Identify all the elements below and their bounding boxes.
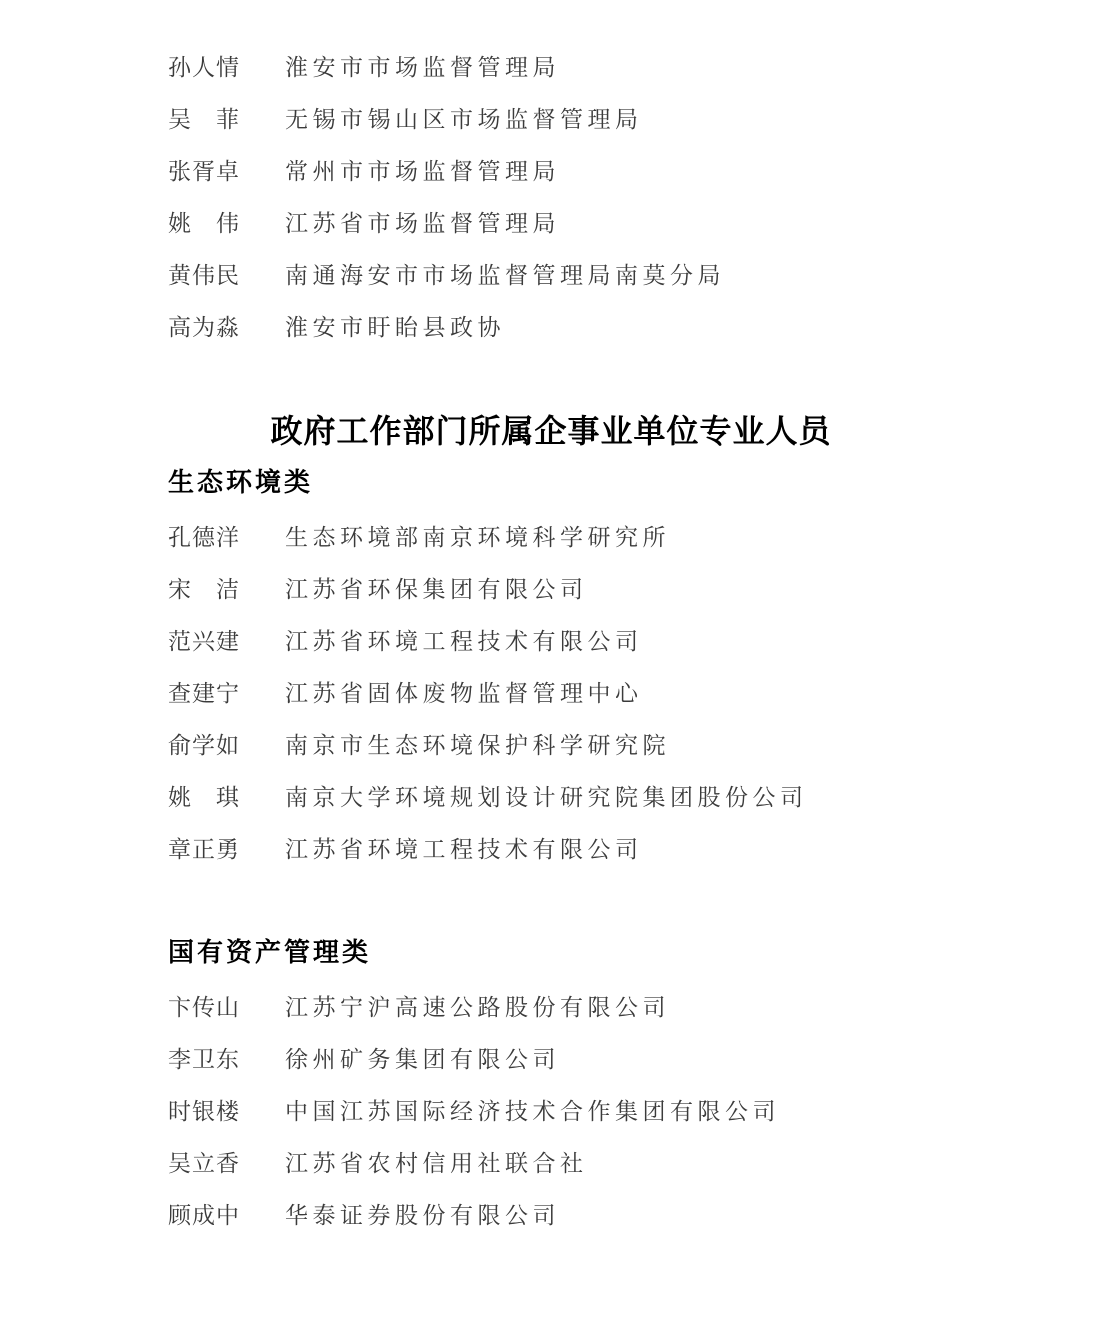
person-organization: 生态环境部南京环境科学研究所 [285, 524, 670, 550]
person-row [168, 1031, 934, 1083]
person-name: 高为淼 [168, 314, 240, 340]
person-name: 吴 菲 [168, 106, 240, 132]
person-row [168, 717, 934, 769]
person-name: 孔德洋 [168, 524, 240, 550]
category-eco-environment [168, 457, 934, 873]
person-name: 黄伟民 [168, 262, 240, 288]
person-organization: 淮安市市场监督管理局 [285, 54, 560, 80]
category-title-state-assets: 国有资产管理类 [168, 938, 372, 967]
person-name: 姚 伟 [168, 210, 240, 236]
person-name: 宋 洁 [168, 576, 240, 602]
person-row [168, 1083, 934, 1135]
person-organization: 无锡市锡山区市场监督管理局 [285, 106, 643, 132]
category-state-assets [168, 927, 934, 1239]
person-name: 卞传山 [168, 994, 240, 1020]
person-organization: 中国江苏国际经济技术合作集团有限公司 [285, 1098, 780, 1124]
person-organization: 江苏省环境工程技术有限公司 [285, 628, 643, 654]
person-row [168, 979, 934, 1031]
person-row [168, 91, 934, 143]
person-organization: 南京大学环境规划设计研究院集团股份公司 [285, 784, 808, 810]
person-organization: 常州市市场监督管理局 [285, 158, 560, 184]
person-row [168, 195, 934, 247]
person-row [168, 1135, 934, 1187]
person-organization: 南京市生态环境保护科学研究院 [285, 732, 670, 758]
person-organization: 江苏省环境工程技术有限公司 [285, 836, 643, 862]
person-row [168, 1187, 934, 1239]
person-row [168, 299, 934, 351]
person-row [168, 39, 934, 91]
person-name: 顾成中 [168, 1202, 240, 1228]
person-row [168, 613, 934, 665]
person-name: 孙人情 [168, 54, 240, 80]
person-name: 时银楼 [168, 1098, 240, 1124]
person-row [168, 821, 934, 873]
person-row [168, 509, 934, 561]
person-organization: 江苏省环保集团有限公司 [285, 576, 588, 602]
person-row [168, 561, 934, 613]
category-title-eco-environment: 生态环境类 [168, 468, 314, 497]
person-name: 李卫东 [168, 1046, 240, 1072]
person-row [168, 143, 934, 195]
person-name: 查建宁 [168, 680, 240, 706]
state-assets-roster [168, 979, 934, 1239]
person-row [168, 247, 934, 299]
person-organization: 江苏省市场监督管理局 [285, 210, 560, 236]
person-name: 范兴建 [168, 628, 240, 654]
person-organization: 华泰证券股份有限公司 [285, 1202, 560, 1228]
person-organization: 江苏宁沪高速公路股份有限公司 [285, 994, 670, 1020]
person-organization: 江苏省固体废物监督管理中心 [285, 680, 643, 706]
person-name: 姚 琪 [168, 784, 240, 810]
person-name: 章正勇 [168, 836, 240, 862]
government-dept-roster [168, 39, 934, 351]
person-organization: 江苏省农村信用社联合社 [285, 1150, 588, 1176]
person-organization: 南通海安市市场监督管理局南莫分局 [285, 262, 725, 288]
person-organization: 淮安市盱眙县政协 [285, 314, 505, 340]
person-row [168, 769, 934, 821]
person-name: 吴立香 [168, 1150, 240, 1176]
eco-environment-roster [168, 509, 934, 873]
person-name: 张胥卓 [168, 158, 240, 184]
person-organization: 徐州矿务集团有限公司 [285, 1046, 560, 1072]
section-heading: 政府工作部门所属企事业单位专业人员 [270, 413, 832, 449]
person-row [168, 665, 934, 717]
person-name: 俞学如 [168, 732, 240, 758]
